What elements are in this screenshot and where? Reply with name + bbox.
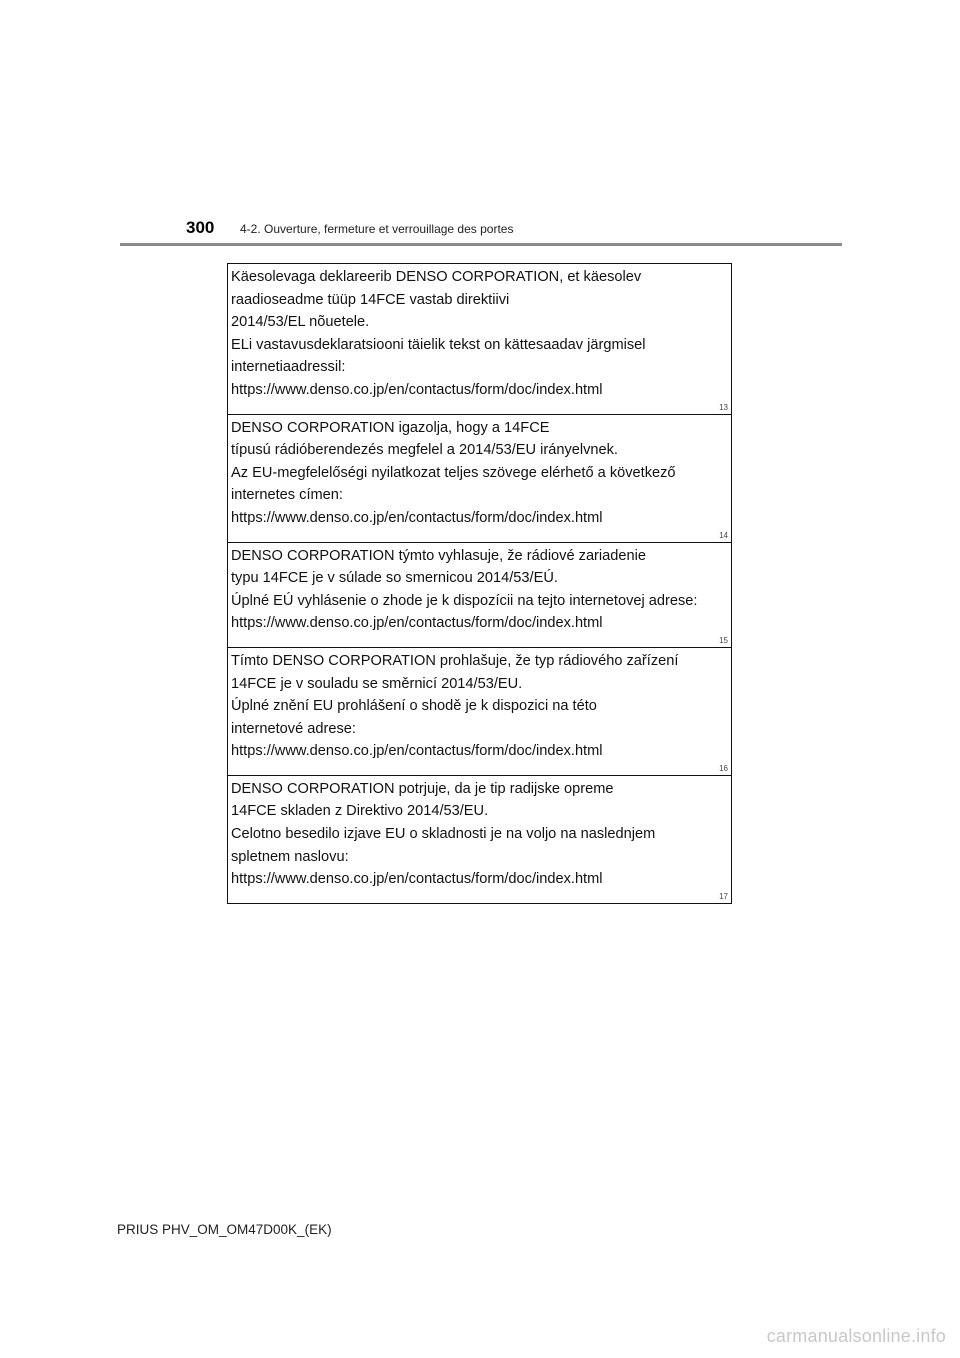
declaration-line: typu 14FCE je v súlade so smernicou 2014/53/EÚ. — [231, 570, 558, 587]
declaration-line: raadioseadme tüüp 14FCE vastab direktiivi — [231, 291, 510, 308]
declaration-line: 14FCE skladen z Direktivo 2014/53/EU. — [231, 803, 489, 820]
page-number: 300 — [186, 218, 215, 237]
declaration-url: https://www.denso.co.jp/en/contactus/form/doc/index.html — [231, 743, 603, 760]
declaration-url: https://www.denso.co.jp/en/contactus/form/doc/index.html — [231, 381, 603, 398]
header-divider — [120, 243, 842, 246]
declaration-number: 17 — [719, 891, 728, 901]
declaration-url: https://www.denso.co.jp/en/contactus/form/doc/index.html — [231, 509, 603, 526]
declaration-line: DENSO CORPORATION igazolja, hogy a 14FCE — [231, 419, 550, 436]
declaration-hungarian — [228, 415, 731, 543]
declaration-line: Käesolevaga deklareerib DENSO CORPORATION, et käesolev — [231, 269, 642, 285]
footer-model-code: PRIUS PHV_OM_OM47D00K_(EK) — [117, 1222, 332, 1237]
page-header — [0, 0, 960, 250]
declaration-slovak — [228, 543, 731, 648]
declaration-line: DENSO CORPORATION potrjuje, da je tip radijske opreme — [231, 780, 614, 797]
declaration-url: https://www.denso.co.jp/en/contactus/form/doc/index.html — [231, 615, 603, 632]
declaration-line: internetes címen: — [231, 487, 343, 504]
declaration-number: 13 — [719, 402, 728, 412]
declaration-line: Celotno besedilo izjave EU o skladnosti je na voljo na naslednjem — [231, 826, 656, 843]
watermark: carmanualsonline.info — [766, 1326, 946, 1346]
declaration-line: spletnem naslovu: — [231, 848, 349, 865]
declaration-line: internetiaadressil: — [231, 359, 346, 376]
declaration-line: Úplné znění EU prohlášení o shodě je k dispozici na této — [231, 698, 597, 715]
declaration-line: Tímto DENSO CORPORATION prohlašuje, že typ rádiového zařízení — [231, 652, 679, 669]
declaration-line: 14FCE je v souladu se směrnicí 2014/53/EU. — [231, 675, 523, 692]
declaration-slovenian — [228, 776, 731, 903]
declaration-line: DENSO CORPORATION týmto vyhlasuje, že rádiové zariadenie — [231, 547, 646, 564]
declaration-estonian — [228, 264, 731, 415]
declaration-number: 15 — [719, 635, 728, 645]
declaration-line: ELi vastavusdeklaratsiooni täielik tekst on kättesaadav järgmisel — [231, 336, 646, 353]
declaration-line: 2014/53/EL nõuetele. — [231, 314, 370, 331]
declarations-table — [227, 263, 732, 904]
declaration-line: Úplné EÚ vyhlásenie o zhode je k dispozícii na tejto internetovej adrese: — [231, 592, 698, 609]
declaration-line: típusú rádióberendezés megfelel a 2014/53/EU irányelvnek. — [231, 442, 618, 459]
declaration-url: https://www.denso.co.jp/en/contactus/form/doc/index.html — [231, 871, 603, 888]
declaration-number: 14 — [719, 530, 728, 540]
declaration-czech — [228, 648, 731, 776]
section-title: 4-2. Ouverture, fermeture et verrouillage des portes — [240, 222, 514, 236]
declaration-number: 16 — [719, 763, 728, 773]
declaration-line: internetové adrese: — [231, 720, 356, 737]
declaration-line: Az EU-megfelelőségi nyilatkozat teljes szövege elérhető a következő — [231, 464, 676, 481]
